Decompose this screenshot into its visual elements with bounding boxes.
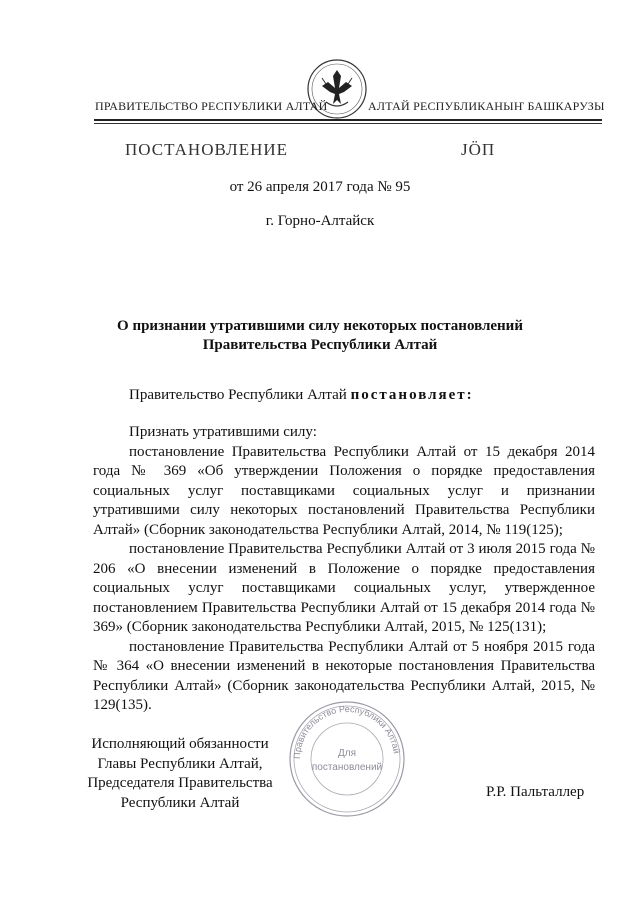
signer-line-2: Главы Республики Алтай, (97, 755, 263, 772)
header-right-title: АЛТАЙ РЕСПУБЛИКАНЫҤ БАШКАРУЗЫ (368, 99, 605, 113)
header-rule-thick (94, 119, 602, 121)
stamp-ring-text: Правительство Республики Алтай (291, 703, 402, 760)
signer-line-4: Республики Алтай (120, 794, 240, 811)
round-seal-icon (288, 700, 406, 818)
paragraph-item-1: постановление Правительства Республики Алтай от 15 декабря 2014 года № 369 «Об утверждении Положения о порядке предоставления социальных услуг поставщиками социальных услуг и признании утратившими силу некоторых постановлений Правительства Республики Алтай» (Сборник законодательства Республики Алтай, 2014, № 119(125); (93, 443, 595, 538)
signer-line-1: Исполняющий обязанности (91, 736, 269, 752)
paragraph-item-2: постановление Правительства Республики Алтай от 3 июля 2015 года № 206 «О внесении изменений в Положение о порядке предоставления социальных услуг поставщиками социальных услуг, утвержденное постановлением Правительства Республики Алтай от 15 декабря 2014 года № 369» (Сборник законодательства Республики Алтай, 2015, № 125(131); (93, 541, 595, 635)
signer-position (80, 735, 280, 813)
document-body (93, 423, 595, 716)
gov-decree-keyword: постановляет: (350, 387, 474, 403)
stamp-center-line-2: постановлений (311, 762, 383, 773)
document-title-line-1: О признании утратившими силу некоторых постановлений (117, 318, 523, 334)
city-line: г. Горно-Алтайск (265, 213, 375, 229)
signer-line-3: Председателя Правительства (87, 775, 273, 791)
doctype-right: JӦП (461, 140, 496, 159)
signer-name: Р.Р. Пальталлер (486, 784, 585, 800)
header-left-title: ПРАВИТЕЛЬСТВО РЕСПУБЛИКИ АЛТАЙ (95, 99, 328, 113)
doctype-left: ПОСТАНОВЛЕНИЕ (125, 140, 289, 159)
document-title-line-2: Правительства Республики Алтай (202, 337, 438, 353)
header-rule-thin (94, 123, 602, 124)
paragraph-intro: Признать утратившими силу: (129, 424, 317, 440)
gov-decree-prefix: Правительство Республики Алтай (129, 387, 351, 403)
gov-decree-line (129, 387, 474, 404)
paragraph-item-3: постановление Правительства Республики Алтай от 5 ноября 2015 года № 364 «О внесении изменений в некоторые постановления Правительства Республики Алтай» (Сборник законодательства Республики Алтай, 2015, № 129(135). (93, 638, 595, 713)
date-line: от 26 апреля 2017 года № 95 (229, 179, 411, 195)
stamp-center-line-1: Для (337, 748, 357, 759)
